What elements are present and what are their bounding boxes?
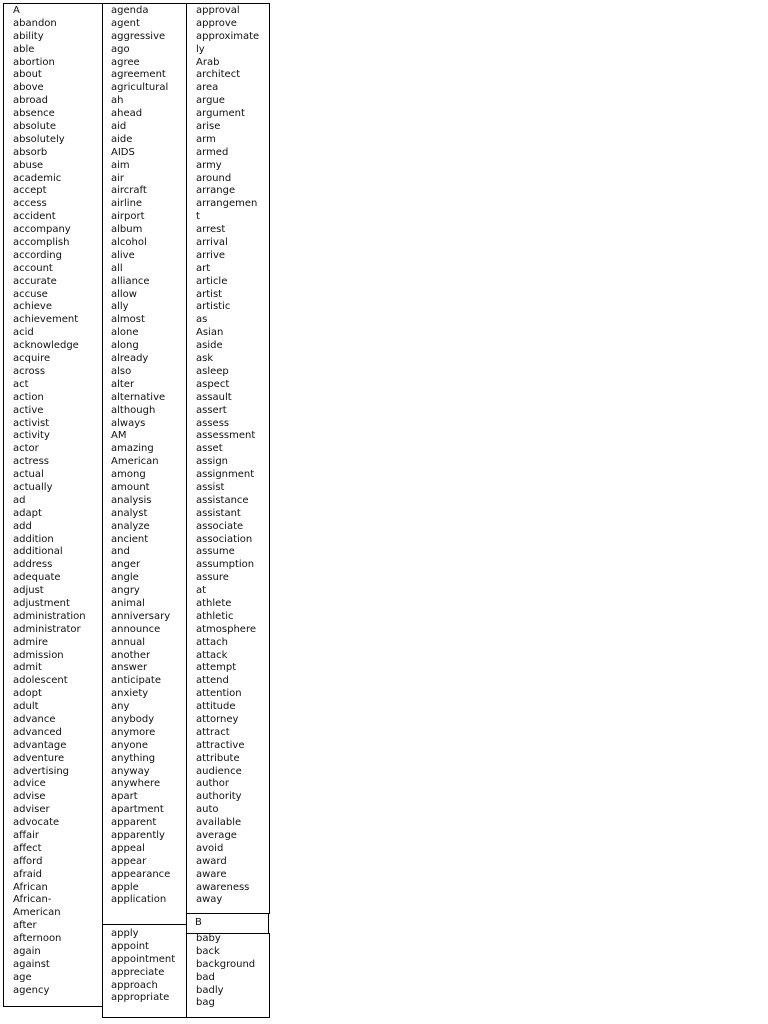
word-item: apparently (111, 830, 165, 841)
word-item: airport (111, 211, 145, 223)
word-item: approve (196, 17, 237, 29)
word-item: academic (13, 172, 62, 184)
word-item: African (13, 881, 48, 893)
word-item: army (196, 159, 222, 171)
word-item: appearance (111, 868, 171, 880)
word-item: action (13, 391, 44, 403)
word-item: anticipate (111, 675, 161, 687)
word-item: accuse (13, 288, 48, 300)
word-item: anniversary (111, 610, 171, 622)
word-item: attribute (196, 752, 240, 764)
word-item: agree (111, 56, 140, 68)
word-item: adjust (13, 585, 44, 597)
word-item: alone (111, 327, 139, 339)
word-item: arrangemen (196, 198, 258, 210)
word-item: attract (196, 726, 230, 738)
word-item: again (13, 946, 41, 958)
word-item: abroad (13, 95, 48, 107)
word-item: administration (13, 610, 86, 622)
word-item: adviser (13, 804, 50, 816)
word-item: assistant (196, 507, 241, 519)
word-item: t (196, 211, 200, 223)
word-item: abandon (13, 17, 57, 29)
word-item: adapt (13, 507, 42, 519)
word-item: assault (196, 391, 232, 403)
word-item: apart (111, 791, 138, 803)
word-item: anybody (111, 713, 155, 725)
word-item: anything (111, 752, 156, 764)
word-item: appeal (111, 842, 145, 854)
word-item: agent (111, 17, 140, 29)
word-item: among (111, 469, 146, 481)
word-item: absorb (13, 146, 48, 158)
word-item: available (196, 817, 242, 829)
word-item: anxiety (111, 688, 149, 700)
column-1 (13, 5, 101, 998)
word-item: authority (196, 791, 242, 803)
word-item: apple (111, 881, 139, 893)
word-item: achievement (13, 314, 79, 326)
word-item: advertising (13, 765, 70, 777)
word-item: afternoon (13, 933, 62, 945)
word-item: aim (111, 159, 130, 171)
word-item: author (196, 778, 229, 790)
word-item: admission (13, 649, 64, 661)
word-item: angle (111, 572, 139, 584)
word-item: anywhere (111, 778, 161, 790)
word-item: agreement (111, 69, 166, 81)
word-item: account (13, 262, 53, 274)
word-item: aware (196, 868, 227, 880)
word-item: auto (196, 804, 219, 816)
word-item: aggressive (111, 30, 166, 42)
word-item: bad (196, 971, 215, 983)
word-item: arise (196, 121, 221, 133)
word-item: able (13, 43, 35, 55)
word-item: alliance (111, 275, 150, 287)
word-item: admire (13, 636, 49, 648)
word-item: as (196, 314, 208, 326)
word-item: association (196, 533, 253, 545)
word-item: angry (111, 585, 140, 597)
word-item: adopt (13, 688, 42, 700)
word-item: American (111, 456, 159, 468)
word-item: absolutely (13, 133, 65, 145)
word-item: activity (13, 430, 50, 442)
word-item: all (111, 262, 123, 274)
word-item: additional (13, 546, 63, 558)
word-item: answer (111, 662, 148, 674)
word-item: appointment (111, 953, 176, 965)
word-item: attach (196, 636, 228, 648)
word-item: arrival (196, 237, 228, 249)
word-item: ahead (111, 108, 143, 120)
word-item: adventure (13, 752, 65, 764)
word-item: assessment (196, 430, 256, 442)
word-item: attend (196, 675, 229, 687)
word-item: ask (196, 353, 214, 365)
word-item: atmosphere (196, 623, 256, 635)
word-item: advance (13, 713, 56, 725)
word-item: advise (13, 791, 46, 803)
word-item: agenda (111, 5, 149, 16)
word-item: athletic (196, 610, 234, 622)
column-2-continued-word-list (111, 928, 186, 1005)
word-item: article (196, 275, 228, 287)
word-item: apparent (111, 817, 157, 829)
word-item: analyst (111, 507, 148, 519)
word-item: amount (111, 481, 150, 493)
column-3 (196, 5, 268, 907)
word-item: aid (111, 121, 127, 133)
word-item: Asian (196, 327, 224, 339)
word-item: apply (111, 928, 139, 939)
word-item: armed (196, 146, 229, 158)
word-item: amazing (111, 443, 154, 455)
word-item: agricultural (111, 82, 169, 94)
word-item: assign (196, 456, 229, 468)
word-item: and (111, 546, 130, 558)
word-item: aide (111, 133, 133, 145)
word-item: analysis (111, 494, 152, 506)
section-b (196, 933, 268, 1010)
word-item: attempt (196, 662, 237, 674)
word-item: background (196, 958, 256, 970)
word-item: aspect (196, 378, 230, 390)
word-item: assumption (196, 559, 255, 571)
word-item: accomplish (13, 237, 70, 249)
word-item: album (111, 224, 143, 236)
word-item: accident (13, 211, 56, 223)
word-item: administrator (13, 623, 81, 635)
word-item: attorney (196, 713, 239, 725)
word-item: active (13, 404, 44, 416)
word-item: assess (196, 417, 230, 429)
word-item: affect (13, 842, 42, 854)
word-item: appreciate (111, 966, 165, 978)
word-item: accept (13, 185, 47, 197)
word-item: ancient (111, 533, 149, 545)
word-item: ly (196, 43, 205, 55)
word-item: almost (111, 314, 145, 326)
word-item: afraid (13, 868, 43, 880)
word-item: ally (111, 301, 129, 313)
word-item: asset (196, 443, 223, 455)
word-item: apartment (111, 804, 164, 816)
section-a-header: A (13, 5, 20, 16)
word-item: actual (13, 469, 44, 481)
word-item: accurate (13, 275, 57, 287)
word-item: art (196, 262, 211, 274)
word-item: airline (111, 198, 143, 210)
word-item: asleep (196, 365, 229, 377)
word-item: AIDS (111, 146, 135, 158)
word-item: always (111, 417, 146, 429)
word-item: address (13, 559, 53, 571)
section-b-header: B (195, 917, 202, 928)
word-item: avoid (196, 842, 224, 854)
word-item: annual (111, 636, 146, 648)
word-item: acquire (13, 353, 51, 365)
word-item: animal (111, 597, 145, 609)
word-item: alcohol (111, 237, 147, 249)
word-item: anyone (111, 739, 148, 751)
word-item: American (13, 907, 61, 919)
word-item: anymore (111, 726, 156, 738)
word-item: at (196, 585, 207, 597)
word-item: actress (13, 456, 50, 468)
word-item: back (196, 945, 220, 957)
word-item: announce (111, 623, 161, 635)
word-item: approval (196, 5, 240, 16)
word-item: assist (196, 481, 225, 493)
word-item: adult (13, 701, 39, 713)
word-item: advice (13, 778, 46, 790)
word-item: ad (13, 494, 26, 506)
column-2 (111, 5, 186, 907)
word-item: advanced (13, 726, 62, 738)
word-item: alter (111, 378, 135, 390)
word-item: bag (196, 997, 215, 1009)
word-item: appropriate (111, 992, 170, 1004)
word-item: assert (196, 404, 227, 416)
word-item: age (13, 971, 32, 983)
word-item: awareness (196, 881, 250, 893)
word-item: African- (13, 894, 52, 906)
word-item: average (196, 830, 237, 841)
word-item: access (13, 198, 47, 210)
word-item: act (13, 378, 29, 390)
word-item: arrange (196, 185, 236, 197)
word-item: anger (111, 559, 141, 571)
word-item: air (111, 172, 125, 184)
word-item: ago (111, 43, 130, 55)
word-item: advocate (13, 817, 60, 829)
column-1-word-list (13, 18, 101, 998)
word-item: addition (13, 533, 54, 545)
word-item: associate (196, 520, 244, 532)
word-item: alive (111, 249, 135, 261)
word-item: acknowledge (13, 340, 79, 352)
word-item: admit (13, 662, 42, 674)
word-item: attitude (196, 701, 236, 713)
word-item: across (13, 365, 46, 377)
word-item: advantage (13, 739, 67, 751)
column-2-continued (111, 928, 186, 1005)
word-item: allow (111, 288, 137, 300)
column-3-word-list (196, 5, 268, 907)
word-item: argue (196, 95, 225, 107)
column-2-word-list (111, 5, 186, 907)
word-item: architect (196, 69, 241, 81)
word-item: ah (111, 95, 124, 107)
section-b-word-list (196, 933, 268, 1010)
word-item: abortion (13, 56, 55, 68)
word-item: approach (111, 979, 158, 991)
word-item: adolescent (13, 675, 68, 687)
word-item: artistic (196, 301, 231, 313)
word-item: baby (196, 933, 221, 944)
word-item: accompany (13, 224, 71, 236)
word-item: attention (196, 688, 242, 700)
word-item: assistance (196, 494, 249, 506)
word-item: assume (196, 546, 235, 558)
word-item: ability (13, 30, 44, 42)
word-item: absolute (13, 121, 56, 133)
word-item: area (196, 82, 219, 94)
word-item: Arab (196, 56, 220, 68)
word-item: approximate (196, 30, 260, 42)
word-item: against (13, 958, 50, 970)
word-item: badly (196, 984, 224, 996)
word-item: appear (111, 855, 147, 867)
word-item: another (111, 649, 151, 661)
word-item: anyway (111, 765, 150, 777)
word-item: about (13, 69, 42, 81)
word-item: athlete (196, 597, 232, 609)
word-item: agency (13, 984, 50, 996)
word-item: any (111, 701, 130, 713)
word-item: alternative (111, 391, 166, 403)
word-item: above (13, 82, 44, 94)
word-item: actor (13, 443, 39, 455)
word-item: already (111, 353, 149, 365)
word-item: attack (196, 649, 228, 661)
word-item: acid (13, 327, 34, 339)
word-item: actually (13, 481, 53, 493)
word-item: afford (13, 855, 43, 867)
word-item: argument (196, 108, 245, 120)
word-item: according (13, 249, 62, 261)
word-item: add (13, 520, 32, 532)
word-item: abuse (13, 159, 44, 171)
word-item: arm (196, 133, 216, 145)
word-item: along (111, 340, 139, 352)
word-item: application (111, 894, 167, 906)
word-item: arrive (196, 249, 226, 261)
word-item: audience (196, 765, 242, 777)
word-item: assure (196, 572, 229, 584)
word-item: adjustment (13, 597, 70, 609)
word-item: after (13, 920, 37, 932)
word-item: around (196, 172, 232, 184)
word-item: analyze (111, 520, 150, 532)
word-item: AM (111, 430, 127, 442)
word-item: activist (13, 417, 50, 429)
word-item: although (111, 404, 156, 416)
word-item: artist (196, 288, 223, 300)
word-item: also (111, 365, 132, 377)
word-item: affair (13, 830, 40, 841)
word-item: arrest (196, 224, 226, 236)
word-item: away (196, 894, 223, 906)
word-item: aside (196, 340, 223, 352)
word-item: achieve (13, 301, 52, 313)
word-item: attractive (196, 739, 245, 751)
word-item: absence (13, 108, 55, 120)
word-item: assignment (196, 469, 255, 481)
word-item: award (196, 855, 227, 867)
word-item: aircraft (111, 185, 147, 197)
word-item: adequate (13, 572, 61, 584)
word-item: appoint (111, 940, 149, 952)
